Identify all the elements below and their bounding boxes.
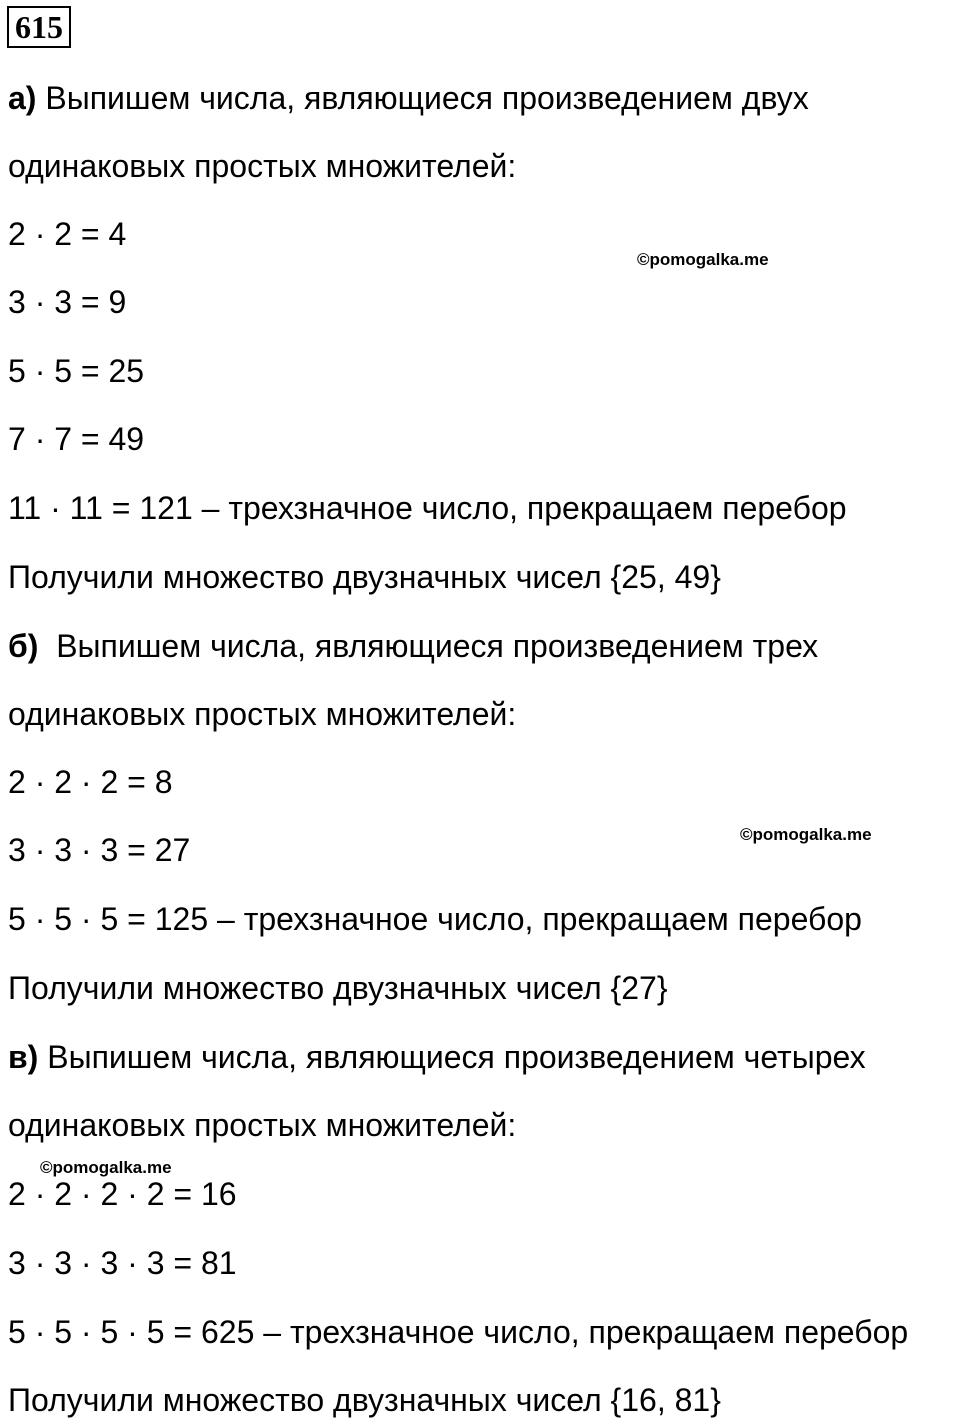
part-b-line-2: 3 · 3 · 3 = 27 [8,832,191,868]
part-c-intro-line2: одинаковых простых множителей: [8,1107,517,1143]
part-b-heading [8,626,818,666]
part-c-label: в) [8,1039,39,1075]
part-b-label: б) [8,628,39,664]
part-a-heading [8,78,809,118]
part-a-line-1: 2 · 2 = 4 [8,216,127,252]
part-a-line-3: 5 · 5 = 25 [8,353,145,389]
part-b-line-1: 2 · 2 · 2 = 8 [8,764,173,800]
task-number: 615 [7,6,71,48]
part-a-label: а) [8,80,37,116]
part-c-result: Получили множество двузначных чисел {16, 81} [8,1382,721,1418]
part-b-intro: Выпишем числа, являющиеся произведением трех [38,628,819,664]
part-c-line-3: 5 · 5 · 5 · 5 = 625 – трехзначное число, прекращаем перебор [8,1314,909,1350]
part-c-intro: Выпишем числа, являющиеся произведением четырех [38,1039,866,1075]
part-a-intro-line2: одинаковых простых множителей: [8,148,517,184]
part-a-result: Получили множество двузначных чисел {25, 49} [8,559,721,595]
part-b-line-3: 5 · 5 · 5 = 125 – трехзначное число, прекращаем перебор [8,901,862,937]
part-a-intro: Выпишем числа, являющиеся произведением двух [36,80,809,116]
part-c-heading [8,1037,866,1077]
watermark-3: ©pomogalka.me [40,1158,172,1177]
part-c-line-1: 2 · 2 · 2 · 2 = 16 [8,1176,237,1212]
part-b-intro-line2: одинаковых простых множителей: [8,696,517,732]
part-a-line-2: 3 · 3 = 9 [8,284,127,320]
watermark-1: ©pomogalka.me [637,250,769,269]
part-a-line-5: 11 · 11 = 121 – трехзначное число, прекращаем перебор [8,490,847,526]
part-c-line-2: 3 · 3 · 3 · 3 = 81 [8,1245,237,1281]
part-b-result: Получили множество двузначных чисел {27} [8,970,668,1006]
watermark-2: ©pomogalka.me [740,825,872,844]
part-a-line-4: 7 · 7 = 49 [8,421,145,457]
